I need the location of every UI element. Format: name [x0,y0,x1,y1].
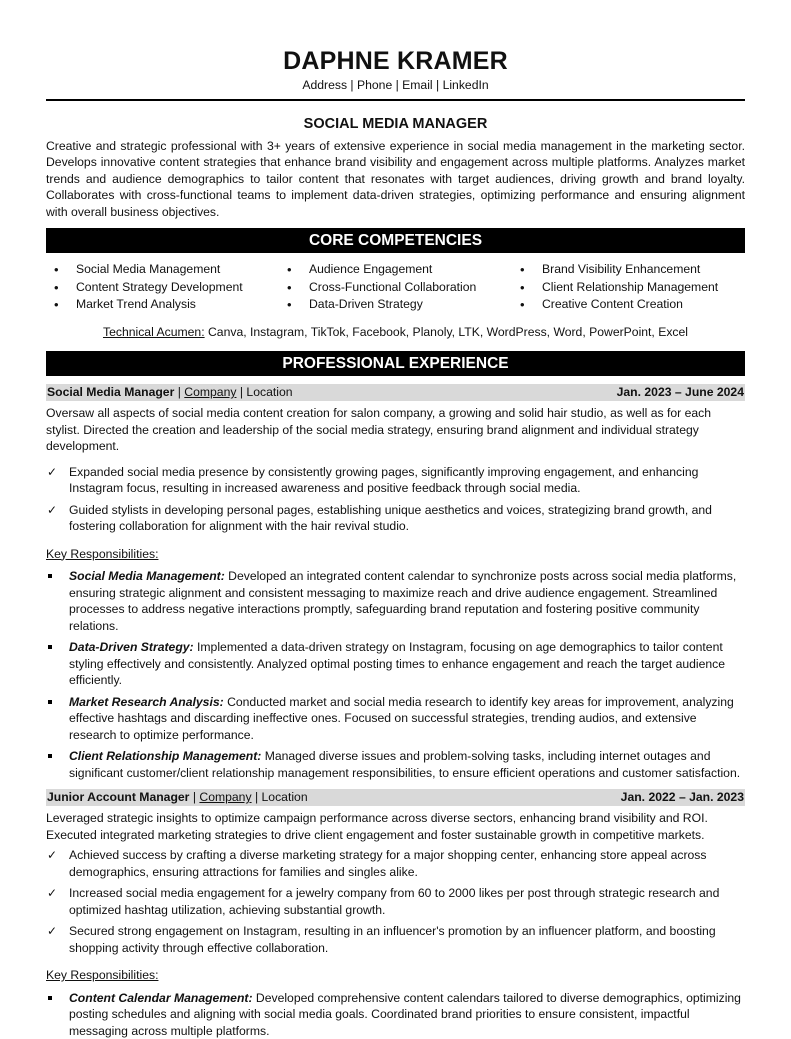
responsibility-heading: Market Research Analysis: [69,695,224,709]
responsibility-text: Conducted market and social media research to identify key areas for improvement, analyzing effective hashtags and discarding ineffective ones. Focused on successful strategies, trending audios, and extensive research to optimize performance. [69,695,734,742]
separator: | [252,790,262,804]
key-responsibilities-label: Key Responsibilities: [46,967,745,984]
resume-headline: SOCIAL MEDIA MANAGER [46,115,745,133]
job-title-line [47,384,293,401]
job-header [46,789,745,806]
job-header [46,384,745,401]
achievement-text: Secured strong engagement on Instagram, resulting in an influencer's promotion by an influencer platform, and boosting shopping activity through effective collaboration. [69,924,716,955]
responsibility-heading: Content Calendar Management: [69,991,253,1005]
job-title: Social Media Manager [47,385,174,399]
job-location: Location [246,385,292,399]
achievement-item [46,847,745,880]
achievement-item [46,923,745,956]
job-title-line [47,789,308,806]
check-mark-icon: ✓ [47,847,57,864]
achievement-item [46,502,745,535]
responsibility-item [46,568,745,634]
company-name: Company [199,790,251,804]
competency-item: • Client Relationship Management [520,279,753,297]
achievement-list [46,847,745,956]
competency-item: • Social Media Management [54,261,287,279]
competencies-grid [46,261,745,314]
achievement-item [46,464,745,497]
responsibility-heading: Data-Driven Strategy: [69,640,194,654]
square-bullet-icon [48,754,52,758]
achievement-text: Expanded social media presence by consistently growing pages, significantly improving engagement, and enhancing Instagram focus, resulting in increased awareness and positive feedback through social media. [69,465,698,496]
competency-column [54,261,287,314]
job-summary: Oversaw all aspects of social media content creation for salon company, a growing and solid hair studio, as well as for each stylist. Directed the creation and leadership of the social media strategy, ensuring brand alignment and individual strategy development. [46,405,745,455]
achievement-text: Guided stylists in developing personal pages, establishing unique aesthetics and voices, strategizing brand growth, and fostering collaboration for alignment with the hair revival studio. [69,503,712,534]
responsibility-heading: Client Relationship Management: [69,749,261,763]
contact-line: Address | Phone | Email | LinkedIn [46,77,745,94]
company-name: Company [184,385,236,399]
check-mark-icon: ✓ [47,923,57,940]
competency-item: • Content Strategy Development [54,279,287,297]
responsibility-text: Managed diverse issues and problem-solving tasks, including internet outages and significant customer/client relationship management responsibilities, to ensure efficient operations and customer satisfaction. [69,749,740,780]
responsibility-item [46,990,745,1039]
achievement-item [46,885,745,918]
separator: | [236,385,246,399]
candidate-name: DAPHNE KRAMER [46,0,745,76]
responsibility-text: Developed an integrated content calendar to synchronize posts across social media platforms, ensuring strategic alignment and consistent messaging to maximize reach and drive audience engagement. Streamlined processes to address negative interactions promptly, safeguarding brand reputation and fostering positive community relations. [69,569,736,633]
responsibility-item [46,748,745,781]
square-bullet-icon [48,996,52,1000]
responsibility-text: Implemented a data-driven strategy on Instagram, focusing on age demographics to tailor content styling effectively and consistently. Analyzed optimal posting times to enhance engagement and reach the target audience efficiently. [69,640,725,687]
competency-item: • Market Trend Analysis [54,296,287,314]
professional-summary: Creative and strategic professional with 3+ years of extensive experience in social media management in the marketing sector. Develops innovative content strategies that enhance brand visibility and engagement across multiple platforms. Analyzes market trends and audience demographics to tailor content that resonates with target audiences, driving growth and brand loyalty. Collaborates with cross-functional teams to implement data-driven strategies, optimizing performance and ensuring alignment with overall business objectives. [46,138,745,221]
responsibility-item [46,694,745,744]
responsibility-item [46,639,745,689]
job-dates: Jan. 2023 – June 2024 [617,384,744,401]
job-location: Location [262,790,308,804]
competency-column [287,261,520,314]
competency-item: • Audience Engagement [287,261,520,279]
check-mark-icon: ✓ [47,464,57,481]
competency-item: • Creative Content Creation [520,296,753,314]
header-divider [46,99,745,101]
achievement-text: Achieved success by crafting a diverse marketing strategy for a major shopping center, enhancing store appeal across demographics, ensuring attractions for families and singles alike. [69,848,706,879]
responsibility-text: Developed comprehensive content calendars tailored to diverse demographics, optimizing posting schedules and aligning with social media goals. Coordinated brand priorities to ensure consistent, impactful messaging across multiple platforms. [69,991,741,1038]
technical-acumen-label: Technical Acumen: [103,325,205,339]
professional-experience-heading: PROFESSIONAL EXPERIENCE [46,351,745,376]
achievement-list [46,464,745,535]
responsibility-list [46,990,745,1039]
job-title: Junior Account Manager [47,790,189,804]
technical-acumen [46,324,745,341]
competency-item: • Brand Visibility Enhancement [520,261,753,279]
job-summary: Leveraged strategic insights to optimize campaign performance across diverse sectors, enhancing brand visibility and ROI. Executed integrated marketing strategies to drive client engagement and foster sustainable growth in competitive markets. [46,810,745,843]
technical-acumen-value: Canva, Instagram, TikTok, Facebook, Planoly, LTK, WordPress, Word, PowerPoint, Excel [205,325,688,339]
separator: | [174,385,184,399]
square-bullet-icon [48,700,52,704]
responsibility-heading: Social Media Management: [69,569,225,583]
check-mark-icon: ✓ [47,885,57,902]
competency-item: • Data-Driven Strategy [287,296,520,314]
check-mark-icon: ✓ [47,502,57,519]
responsibility-list [46,568,745,781]
key-responsibilities-label: Key Responsibilities: [46,546,745,563]
square-bullet-icon [48,645,52,649]
competency-column [520,261,753,314]
separator: | [189,790,199,804]
square-bullet-icon [48,574,52,578]
job-dates: Jan. 2022 – Jan. 2023 [621,789,744,806]
achievement-text: Increased social media engagement for a jewelry company from 60 to 2000 likes per post through strategic research and optimized hashtag utilization, achieving substantial growth. [69,886,719,917]
competency-item: • Cross-Functional Collaboration [287,279,520,297]
core-competencies-heading: CORE COMPETENCIES [46,228,745,253]
